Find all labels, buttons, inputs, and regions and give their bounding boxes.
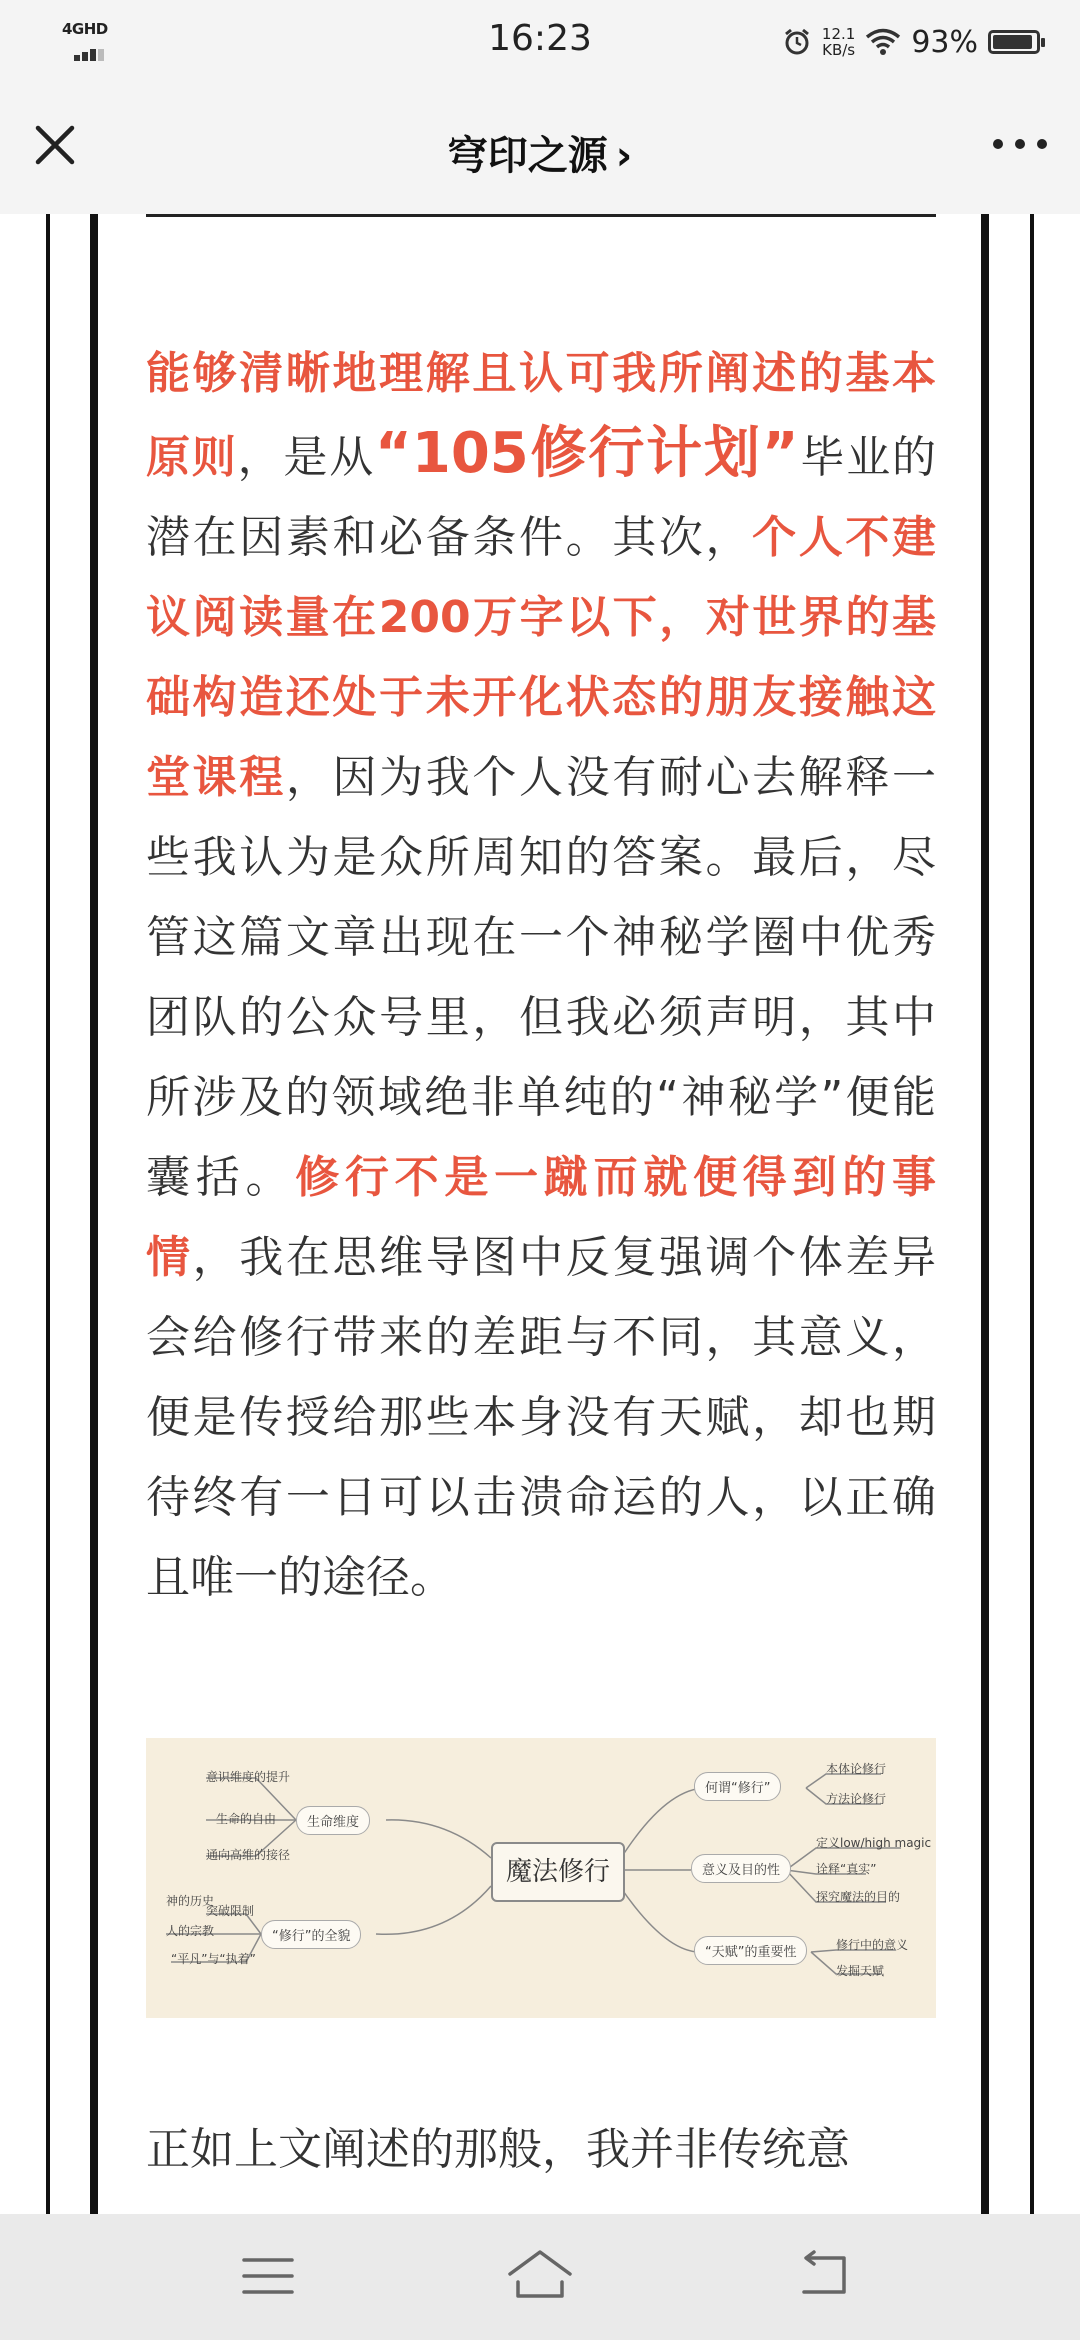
battery-percent: 93%: [911, 24, 978, 60]
account-title: 穹印之源: [447, 133, 608, 179]
body-text: ，我在思维导图中反复强调个体差异会给修行带来的差距与不同，其意义，便是传授给那些本身没有天赋，却也期待终有一日可以击溃命运的人，以正确且唯一的途径。: [146, 1232, 936, 1603]
alarm-icon: [782, 27, 812, 57]
mind-map-leaf: “平凡”与“执着”: [171, 1952, 256, 1966]
net-speed: [822, 26, 855, 58]
mind-map-leaf: 本体论修行: [826, 1762, 887, 1776]
wifi-icon: [865, 28, 901, 56]
menu-icon[interactable]: [242, 2254, 294, 2298]
body-text: ，是从: [237, 432, 376, 483]
article-paragraph: 正如上文阐述的那般，我并非传统意: [146, 2124, 850, 2175]
mind-map-leaf: 方法论修行: [826, 1792, 887, 1806]
mind-map-leaf: 定义low/high magic: [816, 1836, 932, 1850]
net-speed-value: 12.1: [821, 25, 856, 43]
divider: [146, 214, 936, 217]
status-time: 16:23: [488, 18, 592, 59]
chevron-right-icon: ›: [615, 133, 633, 179]
body-text: ，因为我个人没有耐心去解释一些我认为是众所周知的答案。最后，尽管这篇文章出现在一个神秘学圈中优秀团队的公众号里，但我必须声明，其中所涉及的领域绝非单纯的“神秘学”便能囊括。: [146, 752, 936, 1203]
home-icon[interactable]: [506, 2248, 574, 2300]
mind-map-node: “天赋”的重要性: [694, 1936, 807, 1965]
body-text: 毕业的潜在因素和必备条件。其次，: [146, 432, 937, 563]
system-nav-bar: [0, 2214, 1080, 2340]
mind-map-image[interactable]: [146, 1738, 936, 2018]
more-icon[interactable]: [990, 132, 1050, 156]
article-body[interactable]: [0, 214, 1080, 2214]
status-bar: [0, 0, 1080, 84]
network-label: 4GHD: [62, 20, 108, 38]
mind-map-leaf: 发掘天赋: [836, 1964, 885, 1978]
mind-map-leaf: 意识维度的提升: [206, 1770, 291, 1784]
mind-map-leaf: 突破限制: [206, 1904, 255, 1918]
highlight-text: 能够清晰地理解且认可我所阐述的基本原则: [146, 348, 936, 483]
mind-map-node: 意义及目的性: [691, 1854, 791, 1883]
mind-map-leaf: 修行中的意义: [836, 1938, 909, 1952]
highlight-text-large: “105修行计划”: [375, 421, 799, 486]
battery-fill: [993, 35, 1032, 49]
highlight-text: 个人不建议阅读量在200万字以下，对世界的基础构造还处于未开化状态的朋友接触这堂课程: [146, 512, 936, 803]
mind-map-node: 何谓“修行”: [694, 1772, 781, 1801]
mind-map-leaf: 生命的自由: [216, 1812, 277, 1826]
mind-map-leaf: 神的历史: [166, 1894, 215, 1908]
mind-map-node: “修行”的全貌: [261, 1920, 361, 1949]
account-title-link[interactable]: [0, 124, 1080, 181]
highlight-text: 修行不是一蹴而就便得到的事情: [146, 1152, 937, 1283]
status-right: [782, 20, 1040, 64]
mind-map-leaf: 通向高维的接径: [206, 1848, 291, 1862]
top-nav-bar: [0, 84, 1080, 214]
net-speed-unit: KB/s: [822, 41, 856, 59]
mind-map-center: 魔法修行: [491, 1842, 625, 1902]
mind-map-leaf: 诠释“真实”: [816, 1862, 877, 1876]
mind-map-leaf: 人的宗教: [166, 1924, 215, 1938]
mind-map-leaf: 探究魔法的目的: [816, 1890, 901, 1904]
back-icon[interactable]: [796, 2250, 852, 2300]
mind-map-node: 生命维度: [296, 1806, 370, 1835]
battery-icon: [988, 30, 1040, 54]
article-paragraph: [146, 334, 936, 1618]
